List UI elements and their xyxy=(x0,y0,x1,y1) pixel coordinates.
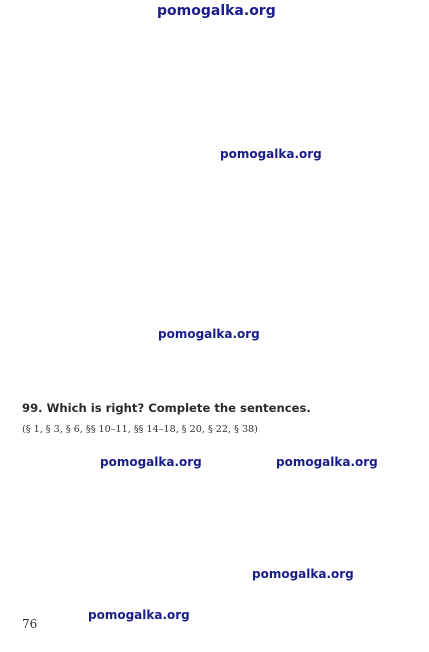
watermark-bottom: pomogalka.org xyxy=(88,608,190,622)
watermark-mid-1: pomogalka.org xyxy=(220,147,322,161)
grammar-references: (§ 1, § 3, § 6, §§ 10–11, §§ 14–18, § 20, § 22, § 38) xyxy=(22,424,258,435)
watermark-mid-3: pomogalka.org xyxy=(100,455,202,469)
watermark-top: pomogalka.org xyxy=(157,3,276,19)
page-number: 76 xyxy=(22,617,38,631)
watermark-mid-4: pomogalka.org xyxy=(276,455,378,469)
watermark-mid-2: pomogalka.org xyxy=(158,327,260,341)
exercise-99-heading: 99. Which is right? Complete the sentences. xyxy=(22,401,311,415)
watermark-mid-5: pomogalka.org xyxy=(252,567,354,581)
